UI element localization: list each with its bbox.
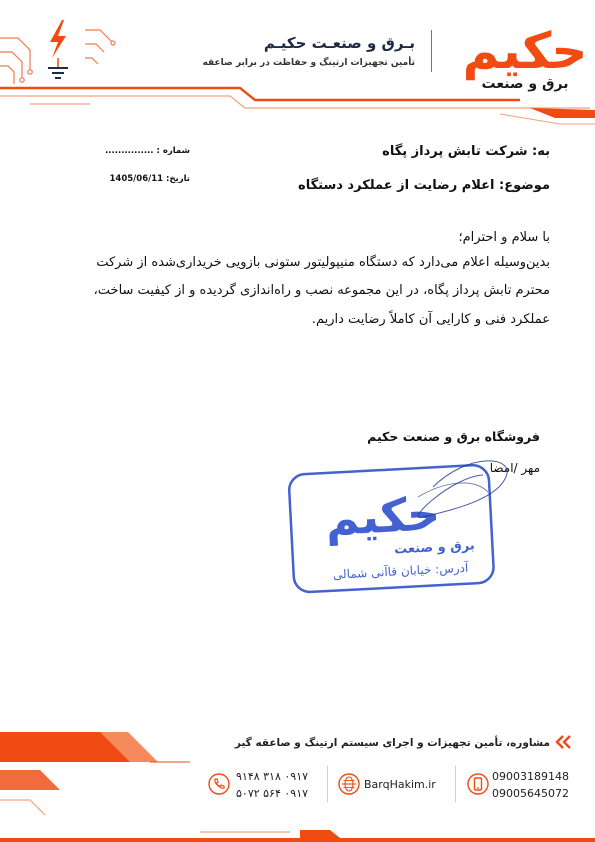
mobile-phone-icon: [467, 773, 489, 795]
letter-number: شماره : ...............: [105, 146, 190, 156]
company-tagline: تأمین تجهیزات ارتینگ و حفاظت در برابر صاعقه: [202, 58, 415, 68]
footer-tagline: مشاوره، تأمین تجهیزات و اجرای سیستم ارتینگ و صاعقه گیر: [234, 737, 550, 749]
footer-divider: [327, 766, 328, 802]
stamp-logo: حکیم: [323, 486, 442, 547]
footer-phone-2[interactable]: ۰۹۱۷ ۵۶۴ ۵۰۷۲: [236, 787, 309, 800]
svg-text:حکیم: حکیم: [462, 22, 588, 80]
stamp-address: آدرس: خیابان قاآنی شمالی: [332, 560, 469, 582]
stamp-subtitle: برق و صنعت: [393, 538, 476, 558]
signature-label: مهر /امضا: [489, 461, 540, 475]
footer-website[interactable]: BarqHakim.ir: [364, 778, 436, 791]
footer-phone-1[interactable]: ۰۹۱۷ ۳۱۸ ۹۱۴۸: [236, 770, 309, 783]
logo-subtitle: برق و صنعت: [481, 76, 569, 92]
letter-recipient: به: شرکت تابش پرداز پگاه: [382, 144, 550, 159]
header-divider: [431, 30, 432, 72]
double-chevron-icon: [555, 734, 573, 750]
company-name: بـرق و صنعـت حکیـم: [263, 34, 415, 52]
telephone-icon: [208, 773, 230, 795]
letter-subject: موضوع: اعلام رضایت از عملکرد دستگاه: [298, 178, 550, 193]
letter-body-line: عملکرد فنی و کارایی آن کاملاً رضایت داریم.: [311, 312, 550, 327]
letter-body-line: محترم تابش پرداز پگاه، در این مجموعه نصب و راه‌اندازی گردیده و از کیفیت ساخت،: [93, 283, 550, 298]
letter-date: تاریخ: 1405/06/11: [109, 174, 190, 184]
globe-icon: [338, 773, 360, 795]
lightning-bolt-icon: [44, 20, 72, 80]
company-logo: [462, 22, 588, 80]
footer-mobile-1[interactable]: 09003189148: [492, 770, 569, 783]
company-stamp: [283, 447, 523, 595]
letter-body-line: بدین‌وسیله اعلام می‌دارد که دستگاه منیپولیتور ستونی بازویی خریداری‌شده از شرکت: [96, 255, 550, 270]
letter-greeting: با سلام و احترام؛: [458, 230, 550, 245]
footer-mobile-2[interactable]: 09005645072: [492, 787, 569, 800]
footer-divider: [455, 766, 456, 802]
signature-store-name: فروشگاه برق و صنعت حکیم: [367, 429, 540, 444]
